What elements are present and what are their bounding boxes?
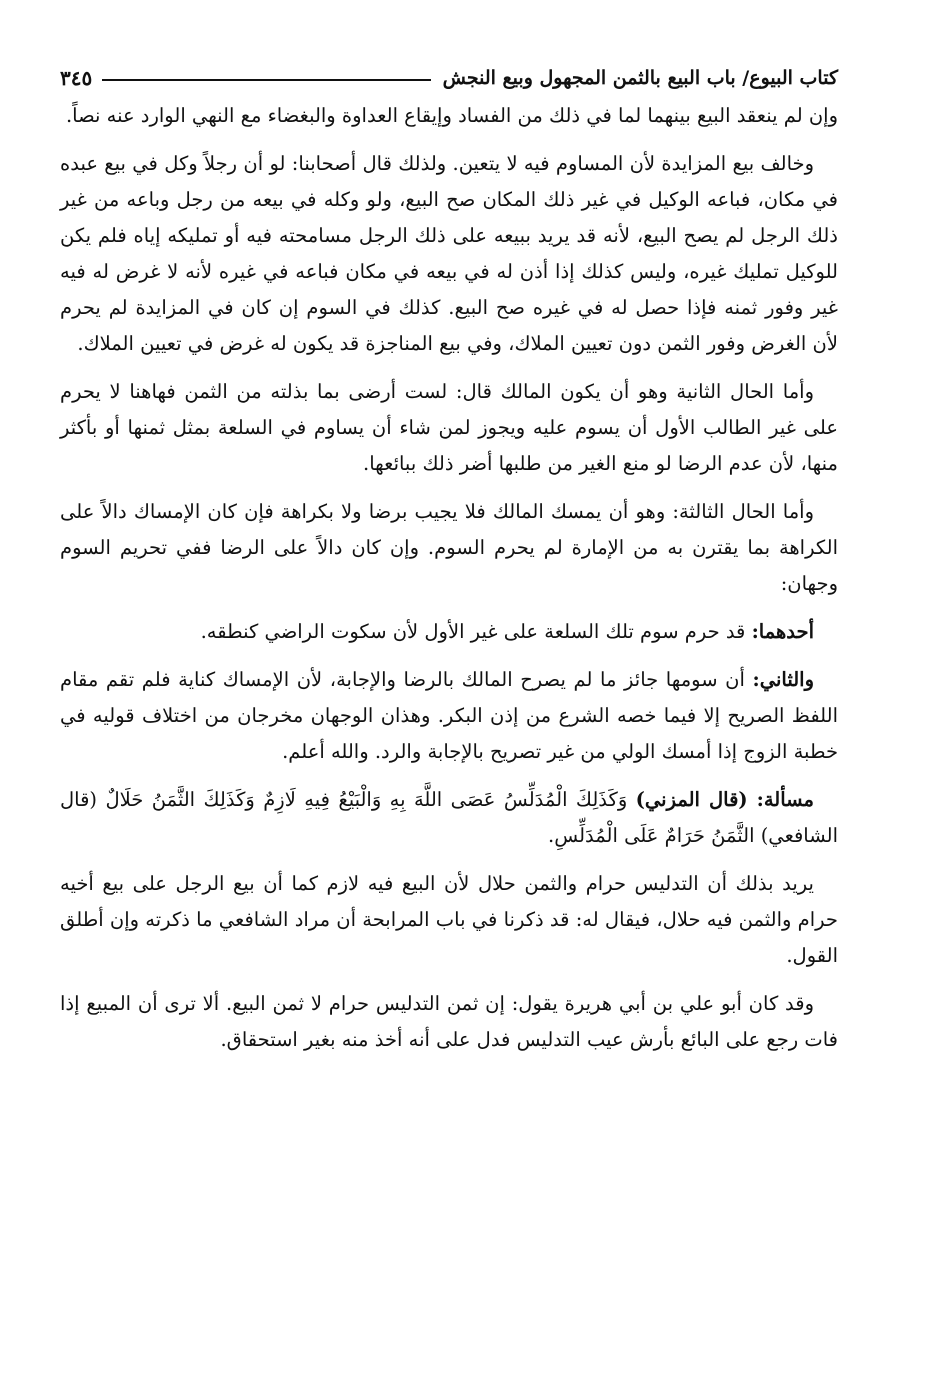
page-number: ٣٤٥ [60,66,93,90]
paragraph [60,374,838,482]
paragraph-text: أن سومها جائز ما لم يصرح المالك بالرضا والإجابة، لأن الإمساك كناية فلم تقم مقام اللفظ الصريح إلا فيما خصه الشرع من إذن البكر. وهذان الوجهان مخرجان من اختلاف قوليه في خطبة الزوج إذا أمسك الولي من غير تصريح بالإجابة والرد. والله أعلم. [60,668,838,763]
paragraph [60,98,838,134]
paragraph [60,782,838,854]
paragraph-text: وقد كان أبو علي بن أبي هريرة يقول: إن ثمن التدليس حرام لا ثمن البيع. ألا ترى أن المبيع إذا فات رجع على البائع بأرش عيب التدليس فدل على أنه أخذ منه بغير استحقاق. [60,992,838,1051]
paragraph-text: وأما الحال الثانية وهو أن يكون المالك قال: لست أرضى بما بذلته من الثمن فهاهنا لا يحرم على غير الطالب الأول أن يسوم عليه ويجوز لمن شاء أن يساوم في السلعة بمثل ثمنها أو بأكثر منها، لأن عدم الرضا لو منع الغير من طلبها أضر ذلك ببائعها. [60,380,838,475]
paragraph-text: وَكَذَلِكَ الْمُدَلِّسُ عَصَى اللَّهَ بِهِ وَالْبَيْعُ فِيهِ لَازِمٌ وَكَذَلِكَ الثَّمَنُ حَلَالٌ [97,788,636,811]
paragraph [60,866,838,974]
running-header [60,58,838,98]
document-page [60,58,838,1070]
paragraph-text: الثَّمَنُ حَرَامٌ عَلَى الْمُدَلِّسِ. [548,824,761,847]
paragraph-text: وأما الحال الثالثة: وهو أن يمسك المالك فلا يجيب برضا ولا بكراهة فإن كان الإمساك دالاً على الكراهة بما يقترن به من الإمارة لم يحرم السوم. وإن كان دالاً على الرضا ففي تحريم السوم وجهان: [60,500,838,595]
paragraph-lead: مسألة: (قال المزني) [635,788,814,811]
paragraph-lead: أحدهما: [751,620,814,643]
paragraph-text: يريد بذلك أن التدليس حرام والثمن حلال لأن البيع فيه لازم كما أن بيع الرجل على بيع أخيه حرام والثمن فيه حلال، فيقال له: قد ذكرنا في باب المرابحة أن مراد الشافعي ما ذكرته وإن أطلق القول. [60,872,838,967]
paragraph-text: وخالف بيع المزايدة لأن المساوم فيه لا يتعين. ولذلك قال أصحابنا: لو أن رجلاً وكل في بيع عبده في مكان، فباعه الوكيل في غير ذلك المكان صح البيع، ولو وكله في بيعه من رجل وباعه من غير ذلك الرجل لم يصح البيع، لأنه قد يريد ببيعه على ذلك الرجل مسامحته فيه أو تمليكه إياه فلم يكن للوكيل تمليك غيره، وليس كذلك إذا أذن له في بيعه في مكان فباعه في غيره لأنه لا غرض له فيه غير وفور ثمنه فإذا حصل له في غيره صح البيع. كذلك في السوم إن كان في المزايدة لم يحرم لأن الغرض وفور الثمن دون تعيين الملاك، وفي بيع المناجزة قد يكون له غرض في تعيين الملاك. [60,152,838,355]
paragraph [60,494,838,602]
paragraph-lead: (قال الشافعي) [60,788,838,847]
paragraph [60,986,838,1058]
paragraph [60,146,838,362]
paragraph-text: قد حرم سوم تلك السلعة على غير الأول لأن سكوت الراضي كنطقه. [200,620,752,643]
paragraph-lead: والثاني: [752,668,814,691]
paragraph [60,614,838,650]
header-rule [102,79,430,81]
paragraph [60,662,838,770]
body-text [60,98,838,1058]
paragraph-text: وإن لم ينعقد البيع بينهما لما في ذلك من الفساد وإيقاع العداوة والبغضاء مع النهي الوارد عنه نصاً. [65,104,838,127]
header-title: كتاب البيوع/ باب البيع بالثمن المجهول وبيع النجش [442,67,838,89]
